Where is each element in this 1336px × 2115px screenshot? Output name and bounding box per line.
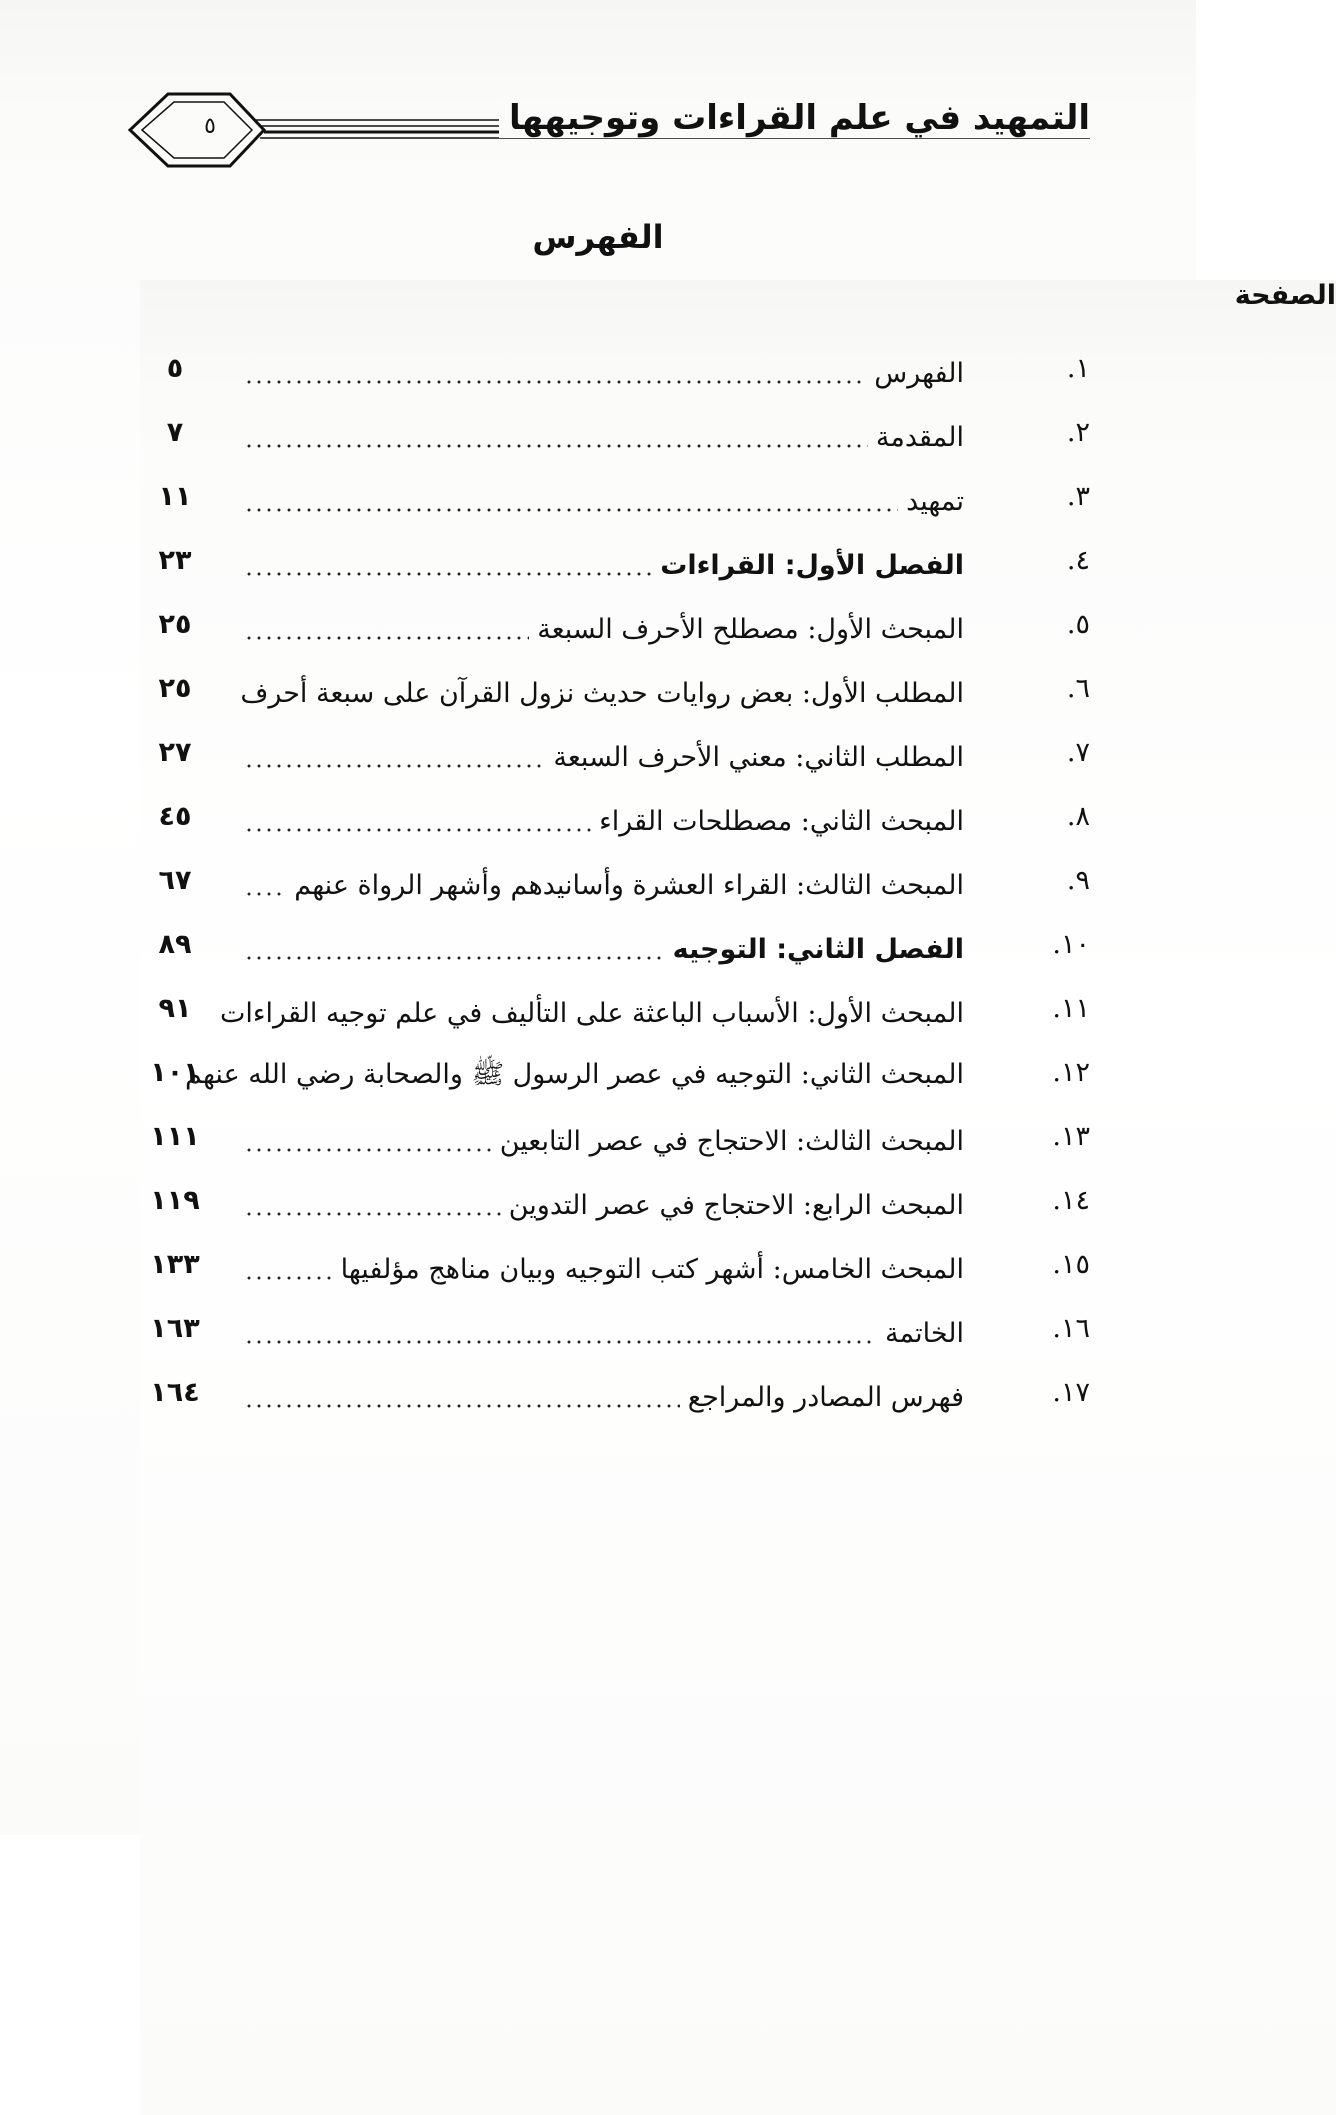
dot-leader: [244, 763, 545, 769]
running-header: [130, 90, 1090, 170]
row-title-wrap: [244, 345, 964, 401]
row-page-number: ١٦٣: [150, 1313, 200, 1344]
toc-row[interactable]: [0, 409, 1196, 473]
toc-row[interactable]: [0, 921, 1196, 985]
row-number: ١١.: [1052, 993, 1090, 1024]
row-title-wrap: [244, 793, 964, 849]
dot-leader: [244, 1147, 492, 1153]
row-page-number: ٢٥: [158, 673, 192, 704]
dot-leader: [244, 635, 529, 641]
row-title: تمهيد: [906, 485, 964, 517]
row-number: ٩.: [1066, 865, 1090, 896]
dot-leader: [244, 1339, 877, 1345]
book-title: التمهيد في علم القراءات وتوجيهها: [499, 98, 1090, 138]
toc-row[interactable]: [0, 793, 1196, 857]
row-page-number: ١١: [158, 481, 192, 512]
row-title: المطلب الثاني: معني الأحرف السبعة: [553, 741, 964, 773]
row-title: المبحث الأول: الأسباب الباعثة على التأليف في علم توجيه القراءات: [219, 997, 964, 1029]
row-page-number: ١١٩: [150, 1185, 200, 1216]
row-number: ١٥.: [1052, 1249, 1090, 1280]
row-number: ٣.: [1066, 481, 1090, 512]
row-title: المبحث الثاني: التوجيه في عصر الرسول ﷺ والصحابة رضي الله عنهم: [185, 1059, 964, 1090]
row-title-wrap: [244, 857, 964, 913]
row-title-wrap: [244, 537, 964, 593]
dot-leader: [244, 571, 652, 577]
row-number: ١٦.: [1052, 1313, 1090, 1344]
toc-row[interactable]: [0, 1241, 1196, 1305]
row-number: ١٠.: [1052, 929, 1090, 960]
row-number: ٤.: [1066, 545, 1090, 576]
row-page-number: ٢٣: [158, 545, 192, 576]
row-page-number: ١٠١: [150, 1057, 200, 1088]
row-number: ١٣.: [1052, 1121, 1090, 1152]
dot-leader: [244, 507, 898, 513]
row-page-number: ٤٥: [158, 801, 192, 832]
dot-leader: [244, 891, 286, 897]
row-title-wrap: [244, 1369, 964, 1425]
row-title: الفصل الأول: القراءات: [660, 549, 964, 581]
dot-leader: [244, 443, 868, 449]
toc-row[interactable]: [0, 537, 1196, 601]
row-title-wrap: [244, 601, 964, 657]
toc-row[interactable]: [0, 1049, 1196, 1113]
row-title: المبحث الثاني: مصطلحات القراء: [599, 805, 964, 837]
row-number: ٦.: [1066, 673, 1090, 704]
row-title-wrap: [244, 1305, 964, 1361]
row-title-wrap: [240, 665, 964, 721]
row-title-wrap: [219, 985, 964, 1041]
dot-leader: [244, 1211, 501, 1217]
row-number: ٨.: [1066, 801, 1090, 832]
row-title: الفصل الثاني: التوجيه: [672, 933, 964, 965]
row-page-number: ١١١: [150, 1121, 200, 1152]
row-title: الخاتمة: [885, 1317, 964, 1349]
row-title: المبحث الخامس: أشهر كتب التوجيه وبيان مناهج مؤلفيها: [340, 1253, 964, 1285]
toc-row[interactable]: [0, 1369, 1196, 1433]
row-title-wrap: [244, 409, 964, 465]
row-number: ١٢.: [1052, 1057, 1090, 1088]
row-title: المبحث الأول: مصطلح الأحرف السبعة: [537, 613, 964, 645]
dot-leader: [244, 1403, 680, 1409]
row-title-wrap: [244, 473, 964, 529]
row-title-wrap: [244, 1241, 964, 1297]
row-page-number: ٩١: [158, 993, 192, 1024]
toc-row[interactable]: [0, 1113, 1196, 1177]
toc-row[interactable]: [0, 601, 1196, 665]
page-number: ٥: [204, 114, 216, 139]
row-number: ٢.: [1066, 417, 1090, 448]
row-number: ٥.: [1066, 609, 1090, 640]
row-page-number: ٢٧: [158, 737, 192, 768]
dot-leader: [244, 1275, 333, 1281]
column-header-page: الصفحة: [140, 280, 1336, 2115]
dot-leader: [244, 955, 665, 961]
toc-row[interactable]: [0, 857, 1196, 921]
row-title: المبحث الثالث: الاحتجاج في عصر التابعين: [499, 1125, 964, 1157]
toc-row[interactable]: [0, 1305, 1196, 1369]
row-number: ٧.: [1066, 737, 1090, 768]
row-title: المبحث الرابع: الاحتجاج في عصر التدوين: [508, 1189, 964, 1221]
row-page-number: ٥: [166, 353, 184, 384]
row-number: ١.: [1066, 353, 1090, 384]
toc-row[interactable]: [0, 665, 1196, 729]
row-page-number: ٨٩: [158, 929, 192, 960]
toc-row[interactable]: [0, 345, 1196, 409]
row-title-wrap: [185, 1049, 964, 1105]
row-title: فهرس المصادر والمراجع: [687, 1381, 964, 1413]
index-title: الفهرس: [532, 218, 664, 256]
row-page-number: ٢٥: [158, 609, 192, 640]
row-number: ١٧.: [1052, 1377, 1090, 1408]
toc-row[interactable]: [0, 985, 1196, 1049]
toc-row[interactable]: [0, 473, 1196, 537]
row-title-wrap: [244, 729, 964, 785]
dot-leader: [244, 379, 866, 385]
row-page-number: ٦٧: [158, 865, 192, 896]
dot-leader: [244, 827, 591, 833]
row-page-number: ١٦٤: [150, 1377, 200, 1408]
row-number: ١٤.: [1052, 1185, 1090, 1216]
row-title: المطلب الأول: بعض روايات حديث نزول القرآن على سبعة أحرف: [240, 677, 964, 709]
row-title-wrap: [244, 1177, 964, 1233]
row-page-number: ٧: [166, 417, 184, 448]
toc-row[interactable]: [0, 729, 1196, 793]
row-title: المقدمة: [875, 421, 964, 453]
row-page-number: ١٣٣: [150, 1249, 200, 1280]
row-title-wrap: [244, 921, 964, 977]
row-title-wrap: [244, 1113, 964, 1169]
toc-row[interactable]: [0, 1177, 1196, 1241]
row-title: الفهرس: [874, 357, 964, 389]
row-title: المبحث الثالث: القراء العشرة وأسانيدهم وأشهر الرواة عنهم: [294, 869, 964, 901]
